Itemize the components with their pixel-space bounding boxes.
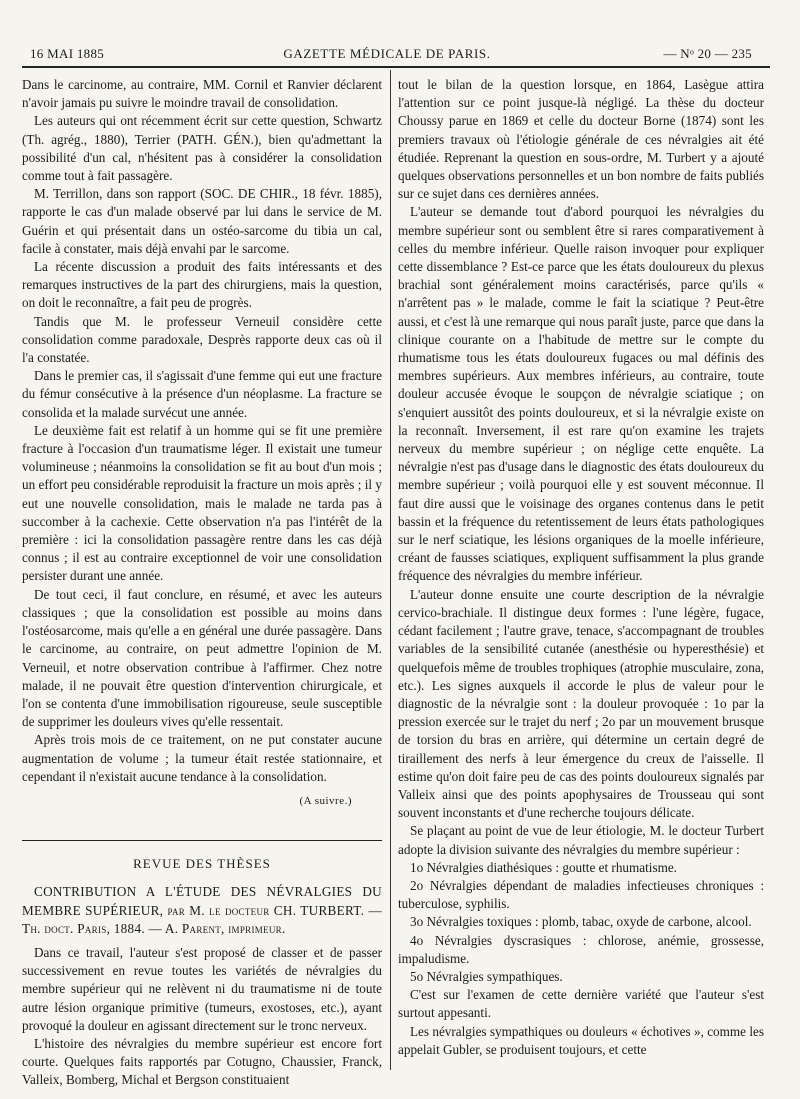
paragraph: C'est sur l'examen de cette dernière variété que l'auteur s'est surtout appesanti.	[398, 987, 764, 1021]
paragraph: Les auteurs qui ont récemment écrit sur cette question, Schwartz (Th. agrég., 1880), Terrier (PATH. GÉN.), bien qu'admettant la possibilité d'un cal, n'hésitent pas à considérer la consolidation comme tout à fait passagère.	[22, 113, 382, 184]
paragraph: Tandis que M. le professeur Verneuil considère cette consolidation comme paradoxale, Desprès rapporte deux cas où il l'a constatée.	[22, 313, 382, 366]
paragraph: Après trois mois de ce traitement, on ne put constater aucune augmentation de volume ; la tumeur était restée stationnaire, et cependant il n'existait aucune tendance à la consolidation.	[22, 732, 382, 784]
paragraph: L'auteur donne ensuite une courte description de la névralgie cervico-brachiale. Il distingue deux formes : l'une légère, fugace, cédant facilement ; l'autre grave, tenace, s'accompagnant de troubles variables de la sensibilité cutanée (anesthésie ou hyperesthésie) et quelquefois même de troubles trophiques (atrophie musculaire, zona, etc.). Les signes auxquels il accorde le plus de valeur pour le diagnostic de la névralgie sont : la douleur provoquée : 1o par la pression exercée sur le trajet du nerf ; 2o par un mouvement brusque de torsion du bras en arrière, qui détermine un certain degré de tiraillement des nerfs à leur émergence du creux de l'aisselle. Il estime qu'on doit faire peu de cas des points douloureux signalés par Valleix ainsi que des points apophysaires de Trousseau qui sont souvent inconstants et d'une recherche toujours délicate.	[398, 586, 764, 821]
header-rule	[22, 66, 770, 68]
paragraph: De tout ceci, il faut conclure, en résumé, et avec les auteurs classiques ; que la consolidation est possible au moins dans l'ostéosarcome, mais qu'elle a en général une durée passagère. Dans le carcinome, au contraire, on peut admettre l'opinion de M. Verneuil, et notre observation contribue à l'affirmer. Chez notre malade, il ne pouvait être question d'intervention chirurgicale, et l'on se contenta d'une immobilisation rigoureuse, seule susceptible de supprimer les douleurs vives qu'elle ressentait.	[22, 586, 382, 730]
list-item: 4o Névralgies dyscrasiques : chlorose, anémie, grossesse, impaludisme.	[398, 932, 764, 966]
list-item: 5o Névralgies sympathiques.	[410, 968, 563, 984]
right-column	[398, 76, 764, 1059]
paragraph: L'auteur se demande tout d'abord pourquoi les névralgies du membre supérieur sont ou semblent être si rares comparativement à celles du membre inférieur. Quelle raison invoquer pour expliquer cette dissemblance ? Est-ce parce que les états douloureux du plexus brachial sont généralement moins caractérisés, parce qu'ils « n'arrêtent pas » le malade, comme le fait la sciatique ? Peut-être aussi, et c'est là une remarque qui nous paraît juste, parce que dans la clinique courante on a l'habitude de mettre sur le compte du rhumatisme tous les états douloureux fugaces ou mal définis des membres supérieurs. Aux membres inférieurs, au contraire, toute douleur accusée évoque le soupçon de névralgie sciatique ; on s'enquiert aussitôt des points douloureux, et si la névralgie existe on la reconnaît. Inversement, il est rare qu'on examine les trajets nerveux du membre supérieur ; on néglige cette enquête. La névralgie n'est pas d'usage dans le diagnostic des états douloureux du membre supérieur ; voilà pourquoi elle y est souvent méconnue. Il faut dire aussi que le voisinage des organes contenus dans le petit bassin et la fréquence du retentissement de leurs états pathologiques sur le nerf sciatique, les lésions organiques de la moelle inférieure, créant de fausses sciatiques, expliquent suffisamment la plus grande fréquence des névralgies du membre inférieur.	[398, 204, 764, 584]
paragraph: Les névralgies sympathiques ou douleurs « échotives », comme les appelait Gubler, se produisent toujours, et cette	[398, 1023, 764, 1057]
paragraph: Dans le carcinome, au contraire, MM. Cornil et Ranvier déclarent n'avoir jamais pu suivre le moindre travail de consolidation.	[22, 77, 382, 111]
page-header	[22, 42, 752, 64]
list-item: 3o Névralgies toxiques : plomb, tabac, oxyde de carbone, alcool.	[410, 914, 752, 930]
paragraph: L'histoire des névralgies du membre supérieur est encore fort courte. Quelques faits rapportés par Cotugno, Chaussier, Franck, Valleix, Bomberg, Michal et Bergson constituaient	[22, 1035, 382, 1088]
paragraph: La récente discussion a produit des faits intéressants et des remarques instructives de la part des chirurgiens, mais la question, on doit le reconnaître, a fait peu de progrès.	[22, 259, 382, 311]
section-title: REVUE DES THÈSES	[133, 856, 271, 872]
header-title: GAZETTE MÉDICALE DE PARIS.	[283, 46, 491, 61]
header-page-number: — Nᵒ 20 — 235	[663, 46, 752, 61]
header-date: 16 MAI 1885	[30, 46, 105, 61]
column-divider	[390, 70, 391, 1070]
paragraph: Dans ce travail, l'auteur s'est proposé de classer et de passer successivement en revue toutes les variétés de névralgies du membre supérieur qui ne relèvent ni du traumatisme ni de toute autre lésion organique primitive (tumeurs, exostoses, etc.), ayant provoqué la douleur en agissant directement sur le tronc nerveux.	[22, 944, 382, 1033]
paragraph: Se plaçant au point de vue de leur étiologie, M. le docteur Turbert adopte la division suivante des névralgies du membre supérieur :	[398, 823, 764, 857]
to-be-continued: (A suivre.)	[299, 794, 352, 807]
review-heading: CONTRIBUTION A L'ÉTUDE DES NÉVRALGIES DU MEMBRE SUPÉRIEUR, par M. le docteur CH. TURBERT. — Th. doct. Paris, 1884. — A. Parent, imprimeur.	[22, 884, 382, 936]
paragraph: Le deuxième fait est relatif à un homme qui se fit une première fracture à l'occasion d'un traumatisme léger. Il existait une tumeur volumineuse ; néanmoins la consolidation se fit au bout d'un mois ; un effort peu considérable reproduisit la fracture un mois après ; il y eut une nouvelle consolidation, mais le malade ne tarda pas à succomber à la cachexie. Cette observation n'a pas l'intérêt de la première : ici la consolidation passagère rentre dans les cas déjà connus ; il est au contraire exceptionnel de voir une consolidation persister durant une année.	[22, 422, 382, 584]
left-column	[22, 76, 382, 1090]
paragraph: M. Terrillon, dans son rapport (SOC. DE CHIR., 18 févr. 1885), rapporte le cas d'un malade observé par lui dans le service de M. Guérin et qui présentait dans un ostéo-sarcome du tibia un cal, facile à constater, mais déjà envahi par le sarcome.	[22, 186, 382, 256]
list-item: 1o Névralgies diathésiques : goutte et rhumatisme.	[410, 859, 677, 875]
list-item: 2o Névralgies dépendant de maladies infectieuses chroniques : tuberculose, syphilis.	[398, 877, 764, 912]
section-rule	[22, 840, 382, 841]
paragraph: tout le bilan de la question lorsque, en 1864, Lasègue attira l'attention sur ce point jusque-là négligé. La thèse du docteur Choussy parue en 1869 et celle du docteur Borne (1874) sont les premiers travaux où l'étiologie générale de ces névralgies ait été étudiée. Reprenant la question en sous-ordre, M. Turbert y a ajouté quelques observations personnelles et un bon nombre de faits publiés sur ce sujet dans ces dernières années.	[398, 77, 764, 202]
paragraph: Dans le premier cas, il s'agissait d'une femme qui eut une fracture du fémur consécutive à la présence d'un néoplasme. La fracture se consolida et la malade survécut une année.	[22, 368, 382, 420]
